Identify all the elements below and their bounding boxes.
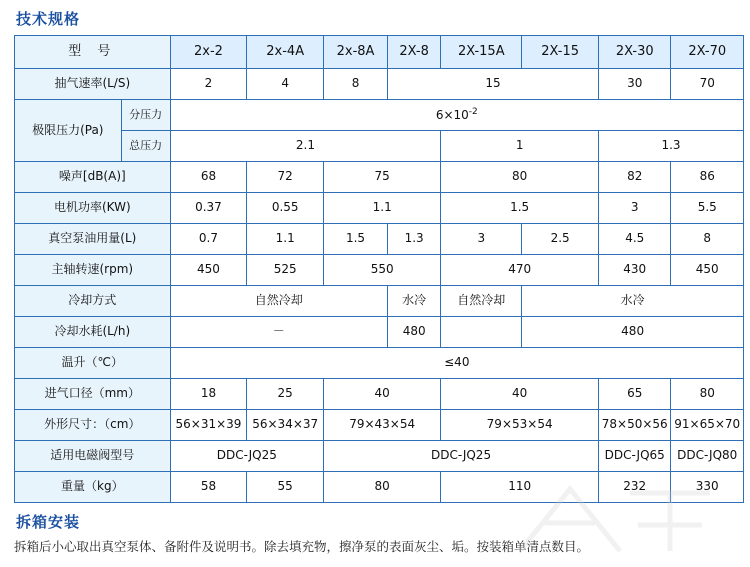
table-row [15,286,744,317]
cell-value: 110 [441,472,599,503]
cell-value: 80 [324,472,441,503]
cell-value: 1.3 [388,224,441,255]
cell-value: 1 [441,131,599,162]
cell-base: 6×10 [435,108,469,123]
cell-value: 1.1 [324,193,441,224]
table-row [15,472,744,503]
cell-value: 58 [170,472,247,503]
table-row [15,317,744,348]
row-sublabel: 分压力 [121,100,170,131]
cell-value: 56×31×39 [170,410,247,441]
table-row [15,131,744,162]
cell-value: 18 [170,379,247,410]
model-header-3: 2X-8 [388,36,441,69]
row-sublabel: 总压力 [121,131,170,162]
row-label: 噪声[dB(A)] [15,162,171,193]
spec-table [14,35,744,503]
row-label: 重量（kg） [15,472,171,503]
model-header-1: 2x-4A [247,36,324,69]
cell-value: 480 [388,317,441,348]
table-header-row [15,36,744,69]
model-header-5: 2X-15 [522,36,599,69]
page-title: 技术规格 [16,10,81,28]
cell-value: 30 [599,69,671,100]
cell-value: 8 [324,69,388,100]
cell-value: 自然冷却 [170,286,387,317]
cell-value: 2 [170,69,247,100]
table-row [15,410,744,441]
cell-value: 72 [247,162,324,193]
cell-value: 91×65×70 [671,410,744,441]
row-label: 温升（℃） [15,348,171,379]
model-header-6: 2X-30 [599,36,671,69]
cell-value: 75 [324,162,441,193]
cell-value: 15 [388,69,599,100]
row-label: 主轴转速(rpm) [15,255,171,286]
cell-value: 2.5 [522,224,599,255]
cell-value: 1.5 [441,193,599,224]
cell-value: 330 [671,472,744,503]
cell-value: 68 [170,162,247,193]
cell-value: 2.1 [170,131,441,162]
table-row [15,379,744,410]
cell-value: DDC-JQ25 [324,441,599,472]
model-header-7: 2X-70 [671,36,744,69]
cell-value: 4.5 [599,224,671,255]
cell-value: 79×53×54 [441,410,599,441]
cell-value: 40 [324,379,441,410]
cell-value: DDC-JQ80 [671,441,744,472]
row-label: 电机功率(KW) [15,193,171,224]
install-body-text: 拆箱后小心取出真空泵体、备附件及说明书。除去填充物，擦净泵的表面灰尘、垢。按装箱单清点数目。 [14,539,590,554]
cell-exponent: -2 [468,107,478,118]
cell-value: 70 [671,69,744,100]
table-row [15,441,744,472]
cell-value-limit-pressure [170,100,743,131]
cell-value: 56×34×37 [247,410,324,441]
table-row [15,162,744,193]
cell-value: 1.5 [324,224,388,255]
cell-value: 550 [324,255,441,286]
cell-value: 8 [671,224,744,255]
row-label: 冷却方式 [15,286,171,317]
cell-value: 1.3 [599,131,744,162]
row-label: 适用电磁阀型号 [15,441,171,472]
cell-value: 25 [247,379,324,410]
model-header-4: 2X-15A [441,36,522,69]
cell-value: DDC-JQ65 [599,441,671,472]
cell-value: 0.37 [170,193,247,224]
cell-value: 82 [599,162,671,193]
cell-value: 4 [247,69,324,100]
cell-value: 自然冷却 [441,286,522,317]
cell-value: 3 [441,224,522,255]
cell-value: 80 [441,162,599,193]
cell-value: 80 [671,379,744,410]
cell-value: 78×50×56 [599,410,671,441]
row-label: 极限压力(Pa) [15,100,122,162]
cell-value: － [170,317,387,348]
cell-value: DDC-JQ25 [170,441,323,472]
table-row [15,69,744,100]
table-row [15,348,744,379]
cell-value: 0.7 [170,224,247,255]
cell-value: 5.5 [671,193,744,224]
row-label: 外形尺寸：（cm） [15,410,171,441]
cell-value: 79×43×54 [324,410,441,441]
cell-value: 65 [599,379,671,410]
table-row [15,100,744,131]
cell-value: 86 [671,162,744,193]
cell-value: 水冷 [522,286,744,317]
row-label: 真空泵油用量(L) [15,224,171,255]
cell-value: 232 [599,472,671,503]
cell-value: 480 [522,317,744,348]
table-row [15,193,744,224]
cell-value: 3 [599,193,671,224]
row-label: 进气口径（mm） [15,379,171,410]
table-row [15,255,744,286]
cell-value: ≤40 [170,348,743,379]
install-section-title: 拆箱安装 [16,513,81,531]
cell-value: 1.1 [247,224,324,255]
cell-value: 55 [247,472,324,503]
model-header-2: 2x-8A [324,36,388,69]
row-label: 抽气速率(L/S) [15,69,171,100]
model-header-0: 2x-2 [170,36,247,69]
cell-value: 525 [247,255,324,286]
cell-value: 0.55 [247,193,324,224]
cell-value: 470 [441,255,599,286]
cell-value: 40 [441,379,599,410]
cell-value: 450 [170,255,247,286]
cell-value: 450 [671,255,744,286]
cell-value-empty [441,317,522,348]
model-header-label: 型 号 [15,36,171,69]
cell-value: 水冷 [388,286,441,317]
cell-value: 430 [599,255,671,286]
row-label: 冷却水耗(L/h) [15,317,171,348]
table-row [15,224,744,255]
